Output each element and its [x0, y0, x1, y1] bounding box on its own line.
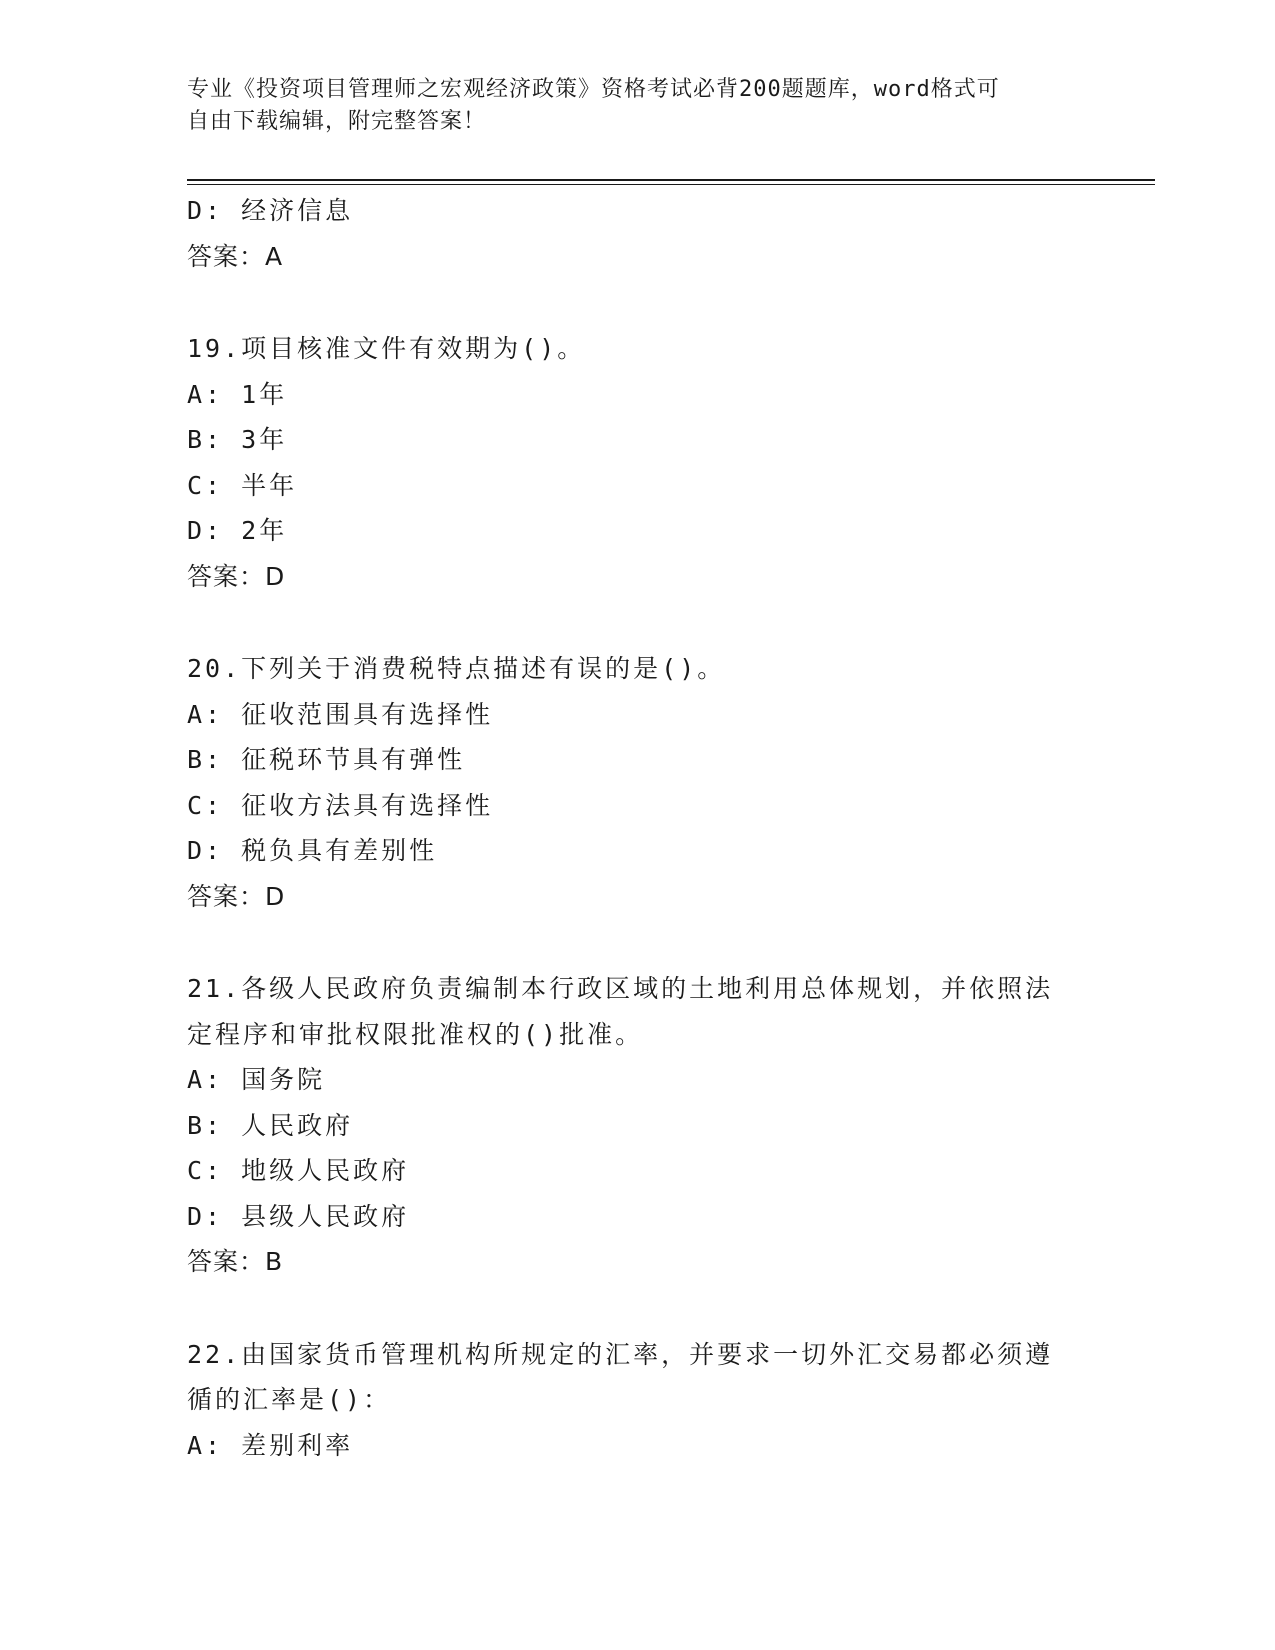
header-rule-thin — [187, 184, 1155, 185]
previous-question-tail — [187, 188, 1087, 279]
option-d: D: 县级人民政府 — [187, 1201, 410, 1231]
option-c: C: 地级人民政府 — [187, 1156, 410, 1185]
option-c: C: 征收方法具有选择性 — [187, 790, 494, 820]
spacer — [187, 599, 1087, 646]
question-list — [187, 188, 1087, 1468]
question-22 — [187, 1332, 1087, 1469]
header-line-1: 专业《投资项目管理师之宏观经济政策》资格考试必背200题题库，word格式可 — [187, 77, 1000, 102]
option-a: A: 征收范围具有选择性 — [187, 699, 494, 729]
option-b: B: 3年 — [187, 425, 288, 454]
header-rule-thick — [187, 179, 1155, 181]
answer-line: 答案：D — [187, 561, 286, 591]
question-text-line-1: 22.由国家货币管理机构所规定的汇率，并要求一切外汇交易都必须遵 — [187, 1339, 1054, 1369]
option-b: B: 征税环节具有弹性 — [187, 745, 466, 774]
question-text: 19.项目核准文件有效期为()。 — [187, 334, 586, 363]
option-a: A: 国务院 — [187, 1065, 326, 1094]
question-19 — [187, 326, 1087, 599]
document-header — [187, 74, 1067, 138]
spacer — [187, 1285, 1087, 1332]
spacer — [187, 919, 1087, 966]
option-d: D: 经济信息 — [187, 196, 354, 225]
question-text-line-1: 21.各级人民政府负责编制本行政区域的土地利用总体规划，并依照法 — [187, 974, 1054, 1003]
header-line-2: 自由下载编辑，附完整答案！ — [187, 109, 487, 134]
answer-line: 答案：D — [187, 881, 286, 911]
option-c: C: 半年 — [187, 470, 298, 500]
question-text: 20.下列关于消费税特点描述有误的是()。 — [187, 654, 726, 683]
spacer — [187, 279, 1087, 326]
option-b: B: 人民政府 — [187, 1110, 354, 1140]
option-a: A: 差别利率 — [187, 1430, 354, 1460]
question-text-line-2: 循的汇率是()： — [187, 1385, 392, 1414]
question-21 — [187, 966, 1087, 1285]
option-d: D: 2年 — [187, 516, 288, 545]
option-a: A: 1年 — [187, 379, 288, 409]
answer-line: 答案：B — [187, 1247, 284, 1276]
question-20 — [187, 646, 1087, 919]
answer-line: 答案：A — [187, 241, 284, 271]
option-d: D: 税负具有差别性 — [187, 836, 438, 865]
question-text-line-2: 定程序和审批权限批准权的()批准。 — [187, 1019, 644, 1049]
